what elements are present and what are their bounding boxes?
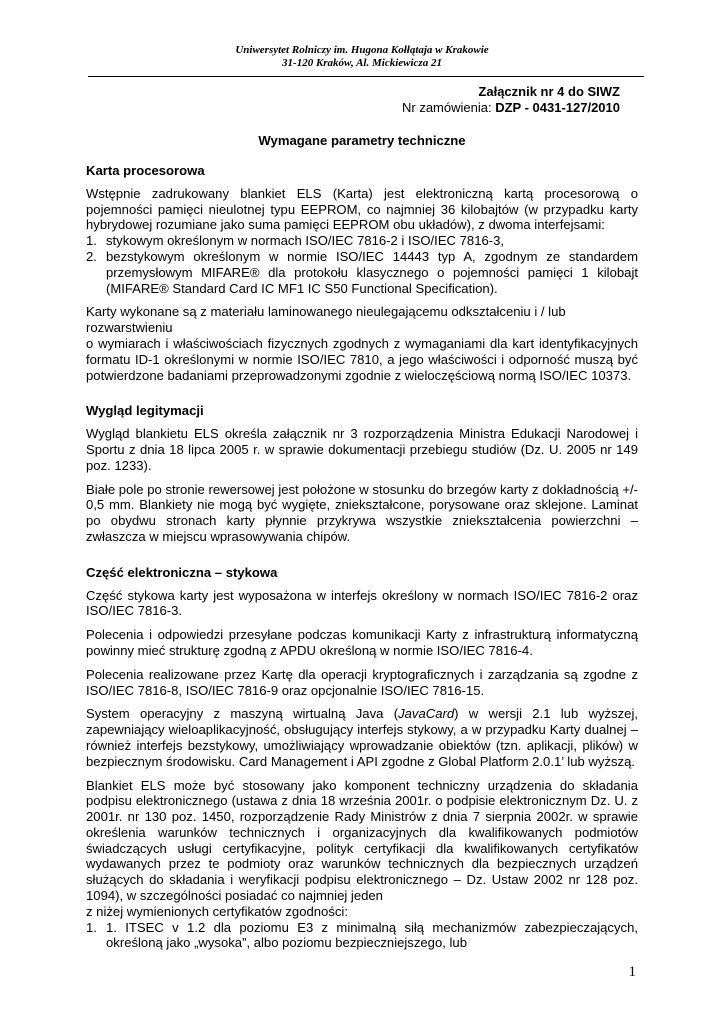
list-item xyxy=(86,233,638,249)
list-number: 1. xyxy=(86,919,97,935)
order-number: DZP - 0431-127/2010 xyxy=(495,100,620,115)
header-divider xyxy=(88,76,644,77)
order-number-line xyxy=(402,100,620,116)
paragraph: Część stykowa karty jest wyposażona w interfejs określony w normach ISO/IEC 7816-2 oraz ISO/IEC 7816-3. xyxy=(86,587,638,619)
section-heading-karta: Karta procesorowa xyxy=(86,163,205,178)
paragraph: o wymiarach i właściwościach fizycznych zgodnych z wymaganiami dla kart identyfikacyjnych formatu ID-1 określonymi w normie ISO/IEC 7810, a jego właściwości i odporność muszą być potwierdzone badaniami przeprowadzonymi zgodnie z wieloczęściową normą ISO/IEC 10373. xyxy=(86,335,638,383)
paragraph: Wstępnie zadrukowany blankiet ELS (Karta) jest elektroniczną kartą procesorową o pojemności pamięci nieulotnej typu EEPROM, co najmniej 36 kilobajtów (w przypadku karty hybrydowej rozumiane jako suma pamięci EEPROM obu układów), z dwoma interfejsami: xyxy=(86,185,638,233)
header-address: 31-120 Kraków, Al. Mickiewicza 21 xyxy=(282,57,442,69)
order-label: Nr zamówienia: xyxy=(402,100,496,115)
list-item xyxy=(86,920,638,952)
paragraph: Blankiet ELS może być stosowany jako komponent techniczny urządzenia do składania podpisu elektronicznego (ustawa z dnia 18 września 2001r. o podpisie elektronicznym Dz. U. z 2001r. nr 130 poz. 1450, rozporządzenie Rady Ministrów z dnia 7 sierpnia 2002r. w sprawie określenia warunków technicznych i organizacyjnych dla kwalifikowanych podmiotów świadczących usługi certyfikacyjne, polityk certyfikacji dla kwalifikowanych certyfikatów wydawanych przez te podmioty oraz warunków technicznych dla bezpiecznych urządzeń służących do składania i weryfikacji podpisu elektronicznego – Dz. Ustaw 2002 nr 128 poz. 1094), w szczególności posiadać co najmniej jeden xyxy=(86,777,638,904)
text-run: System operacyjny z maszyną wirtualną Java ( xyxy=(86,706,399,722)
list-text: bezstykowym określonym w normie ISO/IEC 14443 typ A, zgodnym ze standardem przemysłowym MIFARE® dla protokołu klasycznego o pojemności pamięci 1 kilobajt (MIFARE® Standard Card IC MF1 IC S50 Functional Specification). xyxy=(106,248,638,296)
paragraph: Polecenia realizowane przez Kartę dla operacji kryptograficznych i zarządzania są zgodne z ISO/IEC 7816-8, ISO/IEC 7816-9 oraz opcjonalnie ISO/IEC 7816-15. xyxy=(86,666,638,698)
interface-list xyxy=(86,233,638,296)
list-number: 2. xyxy=(86,248,97,264)
list-text: 1. ITSEC v 1.2 dla poziomu E3 z minimalną siłą mechanizmów zabezpieczających, określoną jako „wysoka”, albo poziomu bezpieczniejszego, lub xyxy=(106,919,638,951)
list-number: 1. xyxy=(86,233,97,249)
javacard-term: JavaCard xyxy=(398,706,455,722)
list-text: stykowym określonym w normach ISO/IEC 7816-2 i ISO/IEC 7816-3, xyxy=(106,233,505,249)
paragraph: Białe pole po stronie rewersowej jest położone w stosunku do brzegów karty z dokładnością +/- 0,5 mm. Blankiety nie mogą być wygięte, zniekształcone, porysowane oraz sklejone. Laminat po obydwu stronach karty płynnie przykrywa wszystkie zniekształcenia powierzchni – zwłaszcza w miejscu wprasowywania chipów. xyxy=(86,481,638,544)
annex-label: Załącznik nr 4 do SIWZ xyxy=(478,84,620,99)
text-run: ) w wersji 2.1 lub wyższej, zapewniający wieloaplikacyjność, obsługujący interfejs stykowy, a w przypadku Karty dualnej – również interfejs bezstykowy, umożliwiający wprowadzanie obiektów (tzn. aplikacji, plików) w bezpiecznym środowisku. Card Management i API zgodne z Global Platform 2.0.1’ lub wyższą. xyxy=(86,706,638,769)
document-body xyxy=(86,133,638,959)
paragraph: Polecenia i odpowiedzi przesyłane podczas komunikacji Karty z infrastrukturą informatyczną powinny mieć strukturę zgodną z APDU określoną w normie ISO/IEC 7816-4. xyxy=(86,627,638,658)
header-university-name: Uniwersytet Rolniczy im. Hugona Kołłątaja w Krakowie xyxy=(235,44,489,56)
certificate-list xyxy=(86,920,638,952)
section-heading-czesc-stykowa: Część elektroniczna – stykowa xyxy=(86,564,278,580)
paragraph: Wygląd blankietu ELS określa załącznik nr 3 rozporządzenia Ministra Edukacji Narodowej i Sportu z dnia 18 lipca 2005 r. w sprawie dokumentacji przebiegu studiów (Dz. U. 2005 nr 149 poz. 1233). xyxy=(86,426,638,473)
section-heading-wyglad: Wygląd legitymacji xyxy=(86,403,204,419)
paragraph: z niżej wymienionych certyfikatów zgodności: xyxy=(86,903,348,919)
paragraph: Karty wykonane są z materiału laminowanego nieulegającemu odkształceniu i / lub rozwarstwieniu xyxy=(86,304,566,336)
document-title: Wymagane parametry techniczne xyxy=(258,133,466,148)
paragraph xyxy=(86,706,638,769)
page-number: 1 xyxy=(628,964,636,980)
list-item xyxy=(86,249,638,296)
